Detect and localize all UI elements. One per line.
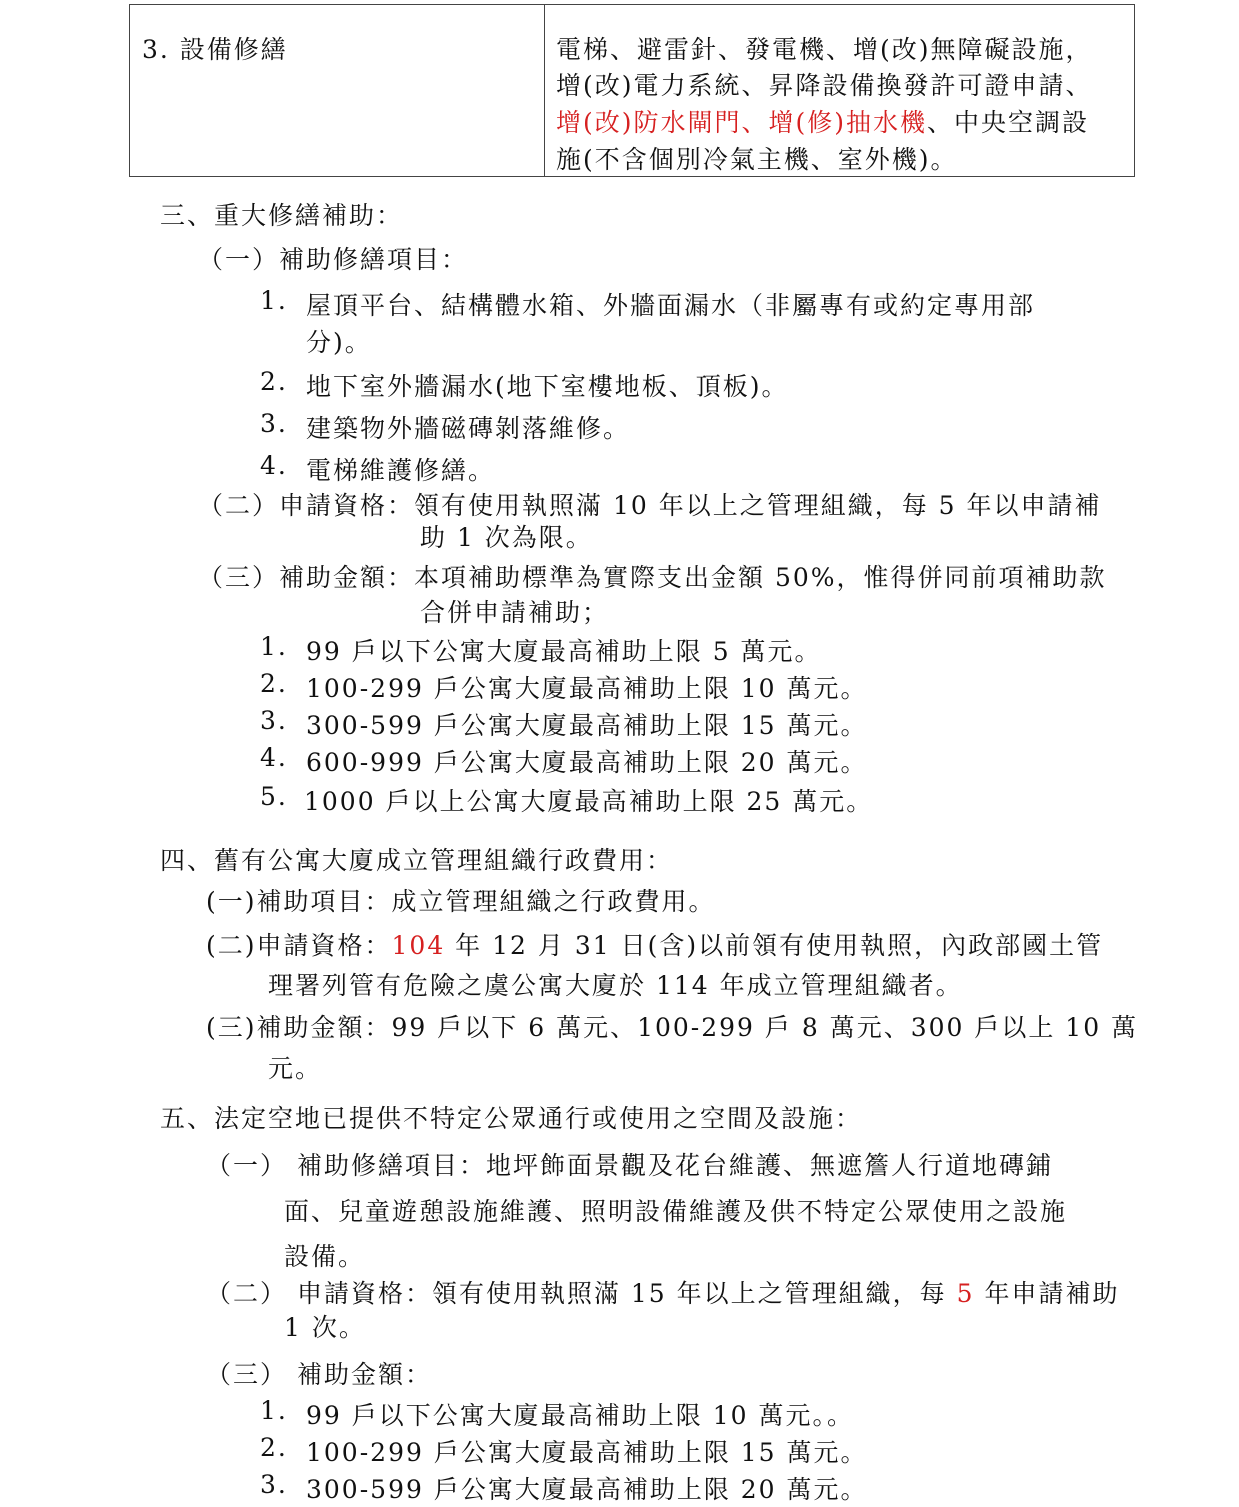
section-5-sub2-line-1 xyxy=(206,1274,1119,1310)
table-desc-line-2: 增(改)電力系統、昇降設備換發許可證申請、 xyxy=(556,71,1093,100)
section-5-sub1-line-1: （一） 補助修繕項目：地坪飾面景觀及花台維護、無遮簷人行道地磚鋪 xyxy=(206,1151,1053,1180)
section-5-sub1-line-2: 面、兒童遊憩設施維護、照明設備維護及供不特定公眾使用之設施 xyxy=(284,1197,1068,1226)
section-3-heading: 三、重大修繕補助： xyxy=(160,201,404,230)
table-column-divider xyxy=(544,5,545,176)
table-desc-line-3-rest: 、中央空調設 xyxy=(927,108,1090,137)
section-4-sub3-line-1: (三)補助金額：99 戶以下 6 萬元、100-299 戶 8 萬元、300 戶以上 10 萬 xyxy=(206,1013,1139,1042)
repair-item-number: 4. xyxy=(260,451,288,480)
repair-item-number: 3. xyxy=(260,409,288,438)
amount-item-text: 300-599 戶公寓大廈最高補助上限 20 萬元。 xyxy=(306,1475,868,1504)
amount-item-number: 1. xyxy=(260,1396,288,1425)
table-desc-highlight: 增(改)防水閘門、增(修)抽水機 xyxy=(556,108,928,137)
repair-item-text-cont: 分)。 xyxy=(306,328,372,357)
repair-item-number: 1. xyxy=(260,286,288,315)
section-4-sub1: (一)補助項目：成立管理組織之行政費用。 xyxy=(206,887,716,916)
repair-item-text: 地下室外牆漏水(地下室樓地板、頂板)。 xyxy=(306,372,789,401)
amount-item-number: 1. xyxy=(260,632,288,661)
amount-item-text: 100-299 戶公寓大廈最高補助上限 10 萬元。 xyxy=(306,674,868,703)
amount-item-text: 300-599 戶公寓大廈最高補助上限 15 萬元。 xyxy=(306,711,868,740)
table-desc-line-4: 施(不含個別冷氣主機、室外機)。 xyxy=(556,145,958,174)
table-desc-line-3 xyxy=(556,103,1089,139)
amount-item-text: 600-999 戶公寓大廈最高補助上限 20 萬元。 xyxy=(306,748,868,777)
amount-item-text: 99 戶以下公寓大廈最高補助上限 10 萬元。。 xyxy=(306,1401,854,1430)
amount-item-number: 2. xyxy=(260,669,288,698)
amount-item-number: 3. xyxy=(260,706,288,735)
section-4-sub2-line-2: 理署列管有危險之虞公寓大廈於 114 年成立管理組織者。 xyxy=(268,971,963,1000)
amount-item-text: 1000 戶以上公寓大廈最高補助上限 25 萬元。 xyxy=(304,787,874,816)
highlighted-years: 5 xyxy=(956,1279,975,1308)
section-5-heading: 五、法定空地已提供不特定公眾通行或使用之空間及設施： xyxy=(160,1104,863,1133)
section-3-sub3-line-2: 合併申請補助； xyxy=(420,598,610,627)
section-4-sub3-line-2: 元。 xyxy=(268,1054,323,1083)
section-5-sub2-rest: 年申請補助 xyxy=(974,1279,1120,1308)
section-4-heading: 四、舊有公寓大廈成立管理組織行政費用： xyxy=(160,846,674,875)
section-4-sub2-prefix: (二)申請資格： xyxy=(206,931,392,960)
section-4-sub2-rest: 年 12 月 31 日(含)以前領有使用執照，內政部國土管 xyxy=(445,931,1104,960)
section-3-sub1-heading: （一）補助修繕項目： xyxy=(198,245,469,274)
section-5-sub2-line-2: 1 次。 xyxy=(284,1313,366,1342)
repair-item-text: 建築物外牆磁磚剝落維修。 xyxy=(306,414,631,443)
section-3-sub2-line-2: 助 1 次為限。 xyxy=(420,523,593,552)
repair-item-text: 屋頂平台、結構體水箱、外牆面漏水（非屬專有或約定專用部 xyxy=(306,291,1036,320)
amount-item-number: 3. xyxy=(260,1470,288,1499)
amount-item-text: 99 戶以下公寓大廈最高補助上限 5 萬元。 xyxy=(306,637,822,666)
section-3-sub3-line-1: （三）補助金額：本項補助標準為實際支出金額 50%，惟得併同前項補助款 xyxy=(198,563,1107,592)
repair-item-text: 電梯維護修繕。 xyxy=(306,456,496,485)
section-4-sub2-line-1 xyxy=(206,926,1103,962)
section-5-sub1-line-3: 設備。 xyxy=(284,1242,366,1271)
highlighted-year: 104 xyxy=(391,931,446,960)
table-row-label: 3. 設備修繕 xyxy=(142,35,288,64)
repair-item-number: 2. xyxy=(260,367,288,396)
section-5-sub2-prefix: （二） 申請資格：領有使用執照滿 15 年以上之管理組織，每 xyxy=(206,1279,957,1308)
amount-item-number: 2. xyxy=(260,1433,288,1462)
amount-item-number: 5. xyxy=(260,782,288,811)
table-desc-line-1: 電梯、避雷針、發電機、增(改)無障礙設施， xyxy=(556,35,1093,64)
section-5-sub3-heading: （三） 補助金額： xyxy=(206,1360,432,1389)
amount-item-text: 100-299 戶公寓大廈最高補助上限 15 萬元。 xyxy=(306,1438,868,1467)
section-3-sub2-line-1: （二）申請資格：領有使用執照滿 10 年以上之管理組織，每 5 年以申請補 xyxy=(198,491,1102,520)
amount-item-number: 4. xyxy=(260,743,288,772)
